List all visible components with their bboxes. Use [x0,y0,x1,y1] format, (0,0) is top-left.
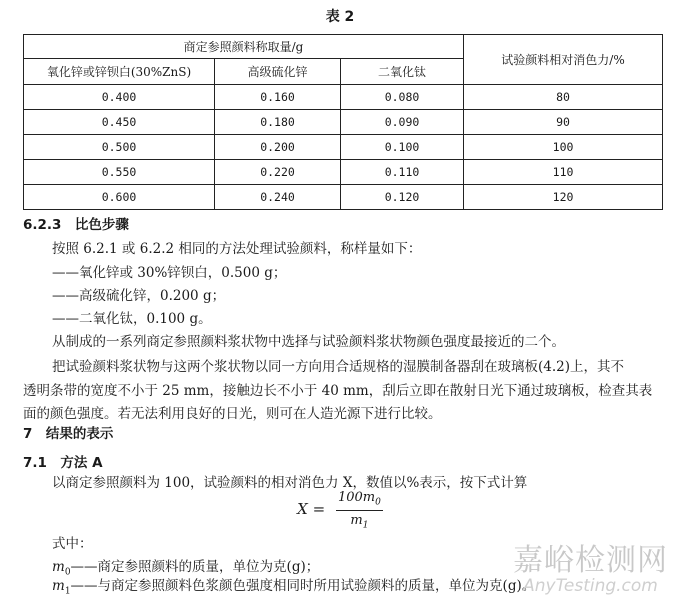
column-header: 高级硫化锌 [215,59,341,85]
table-cell: 0.550 [24,160,215,185]
table-cell: 100 [464,135,663,160]
list-item: ——氧化锌或 30%锌钡白，0.500 g； [52,265,287,281]
section-heading-7: 7 结果的表示 [23,426,114,442]
definition-text: ——商定参照颜料的质量，单位为克(g)； [70,559,320,575]
result-header: 试验颜料相对消色力/% [464,35,663,85]
table-cell: 110 [464,160,663,185]
paragraph: 以商定参照颜料为 100，试验颜料的相对消色力 X，数值以%表示，按下式计算 [52,475,528,491]
watermark-en: AnyTesting.com [523,576,658,596]
numerator-subscript: 0 [375,497,381,508]
table-caption: 表 2 [325,9,355,25]
formula-fraction [336,490,383,530]
section-heading-7-1: 7.1 方法 A [23,455,103,471]
table-cell: 0.160 [215,85,341,110]
table-cell: 0.100 [341,135,464,160]
table-cell: 0.600 [24,185,215,210]
numerator-text: 100m [337,490,376,505]
table-row [24,85,663,110]
list-item: ——二氧化钛，0.100 g。 [52,311,212,327]
column-header: 氧化锌或锌钡白(30%ZnS) [24,59,215,85]
table-2 [23,34,663,210]
table-cell: 0.110 [341,160,464,185]
list-item: ——高级硫化锌，0.200 g； [52,288,226,304]
table-cell: 0.080 [341,85,464,110]
table-row [24,110,663,135]
paragraph: 面的颜色强度。若无法利用良好的日光，则可在人造光源下进行比较。 [23,406,442,422]
column-header: 二氧化钛 [341,59,464,85]
table-cell: 0.120 [341,185,464,210]
group-header: 商定参照颜料称取量/g [24,35,464,59]
formula-lhs: X = [297,500,326,519]
table-cell: 0.450 [24,110,215,135]
symbol: m [52,559,65,575]
table-row [24,135,663,160]
formula-denominator [336,511,383,531]
watermark-cn: 嘉峪检测网 [513,543,668,578]
watermark [513,545,668,595]
table-cell: 0.400 [24,85,215,110]
table-cell: 0.240 [215,185,341,210]
symbol-subscript: 1 [64,586,71,597]
table-cell: 120 [464,185,663,210]
paragraph: 透明条带的宽度不小于 25 mm，接触边长不小于 40 mm，刮后立即在散射日光下通过玻璃板，检查其表 [23,383,653,399]
definition-m1 [52,574,535,597]
formula-numerator [336,490,383,511]
table-cell: 0.220 [215,160,341,185]
symbol: m [52,578,65,594]
table-cell: 90 [464,110,663,135]
formula [0,490,680,530]
table-row [24,160,663,185]
symbol-subscript: 0 [64,567,71,578]
paragraph: 把试验颜料浆状物与这两个浆状物以同一方向用合适规格的湿膜制备器刮在玻璃板(4.2)上，其不 [52,359,625,375]
table-cell: 0.180 [215,110,341,135]
paragraph: 从制成的一系列商定参照颜料浆状物中选择与试验颜料浆状物颜色强度最接近的二个。 [52,334,565,350]
where-label: 式中： [52,536,93,552]
definition-text: ——与商定参照颜料色浆颜色强度相同时所用试验颜料的质量，单位为克(g)。 [70,578,536,594]
paragraph: 按照 6.2.1 或 6.2.2 相同的方法处理试验颜料，称样量如下： [52,241,422,257]
denominator-text: m [350,512,363,528]
table-cell: 80 [464,85,663,110]
table-cell: 0.500 [24,135,215,160]
denominator-subscript: 1 [362,520,369,531]
table-row [24,185,663,210]
table-cell: 0.200 [215,135,341,160]
table-cell: 0.090 [341,110,464,135]
section-heading-6-2-3: 6.2.3 比色步骤 [23,217,129,233]
table-header-row [24,35,663,59]
